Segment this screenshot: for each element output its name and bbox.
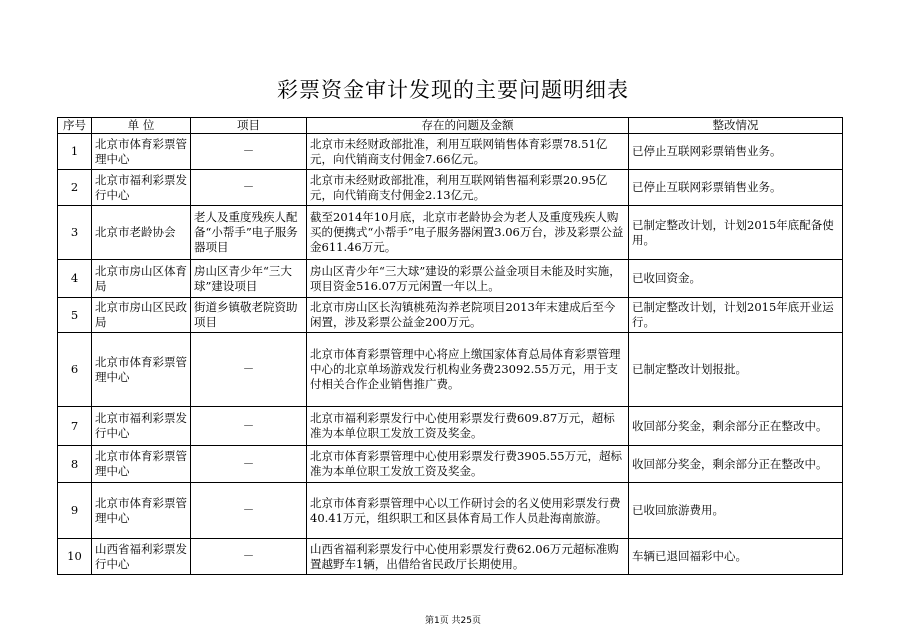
row-unit: 北京市房山区体育局 — [92, 260, 191, 298]
row-unit: 北京市福利彩票发行中心 — [92, 407, 191, 446]
table-row — [58, 446, 843, 483]
table-row — [58, 483, 843, 539]
row-no: 3 — [58, 206, 92, 260]
row-rectification: 收回部分奖金，剩余部分正在整改中。 — [629, 407, 843, 446]
row-problem: 北京市体育彩票管理中心将应上缴国家体育总局体育彩票管理中心的北京单场游戏发行机构业务费23092.55万元，用于支付相关合作企业销售推广费。 — [307, 333, 629, 407]
col-header-rectification: 整改情况 — [629, 118, 843, 134]
row-project: 老人及重度残疾人配备“小帮手”电子服务器项目 — [191, 206, 307, 260]
row-rectification: 收回部分奖金，剩余部分正在整改中。 — [629, 446, 843, 483]
row-project: － — [191, 407, 307, 446]
table-row — [58, 539, 843, 575]
row-project: － — [191, 446, 307, 483]
row-project: － — [191, 483, 307, 539]
row-rectification: 车辆已退回福彩中心。 — [629, 539, 843, 575]
row-unit: 山西省福利彩票发行中心 — [92, 539, 191, 575]
table-row — [58, 206, 843, 260]
row-no: 4 — [58, 260, 92, 298]
table-row — [58, 333, 843, 407]
row-no: 7 — [58, 407, 92, 446]
row-unit: 北京市体育彩票管理中心 — [92, 446, 191, 483]
page-title: 彩票资金审计发现的主要问题明细表 — [277, 78, 629, 102]
row-problem: 北京市福利彩票发行中心使用彩票发行费609.87万元，超标准为本单位职工发放工资及奖金。 — [307, 407, 629, 446]
row-project: － — [191, 134, 307, 170]
row-problem: 北京市体育彩票管理中心使用彩票发行费3905.55万元，超标准为本单位职工发放工资及奖金。 — [307, 446, 629, 483]
row-problem: 北京市未经财政部批准，利用互联网销售体育彩票78.51亿元，向代销商支付佣金7.66亿元。 — [307, 134, 629, 170]
row-no: 5 — [58, 298, 92, 333]
row-rectification: 已制定整改计划，计划2015年底开业运行。 — [629, 298, 843, 333]
row-no: 1 — [58, 134, 92, 170]
table-header-row — [58, 118, 843, 134]
row-unit: 北京市体育彩票管理中心 — [92, 483, 191, 539]
row-no: 9 — [58, 483, 92, 539]
row-rectification: 已停止互联网彩票销售业务。 — [629, 170, 843, 206]
row-problem: 北京市未经财政部批准，利用互联网销售福利彩票20.95亿元，向代销商支付佣金2.13亿元。 — [307, 170, 629, 206]
table-row — [58, 260, 843, 298]
row-unit: 北京市房山区民政局 — [92, 298, 191, 333]
row-rectification: 已收回旅游费用。 — [629, 483, 843, 539]
row-unit: 北京市福利彩票发行中心 — [92, 170, 191, 206]
col-header-problem: 存在的问题及金额 — [307, 118, 629, 134]
row-no: 8 — [58, 446, 92, 483]
row-no: 6 — [58, 333, 92, 407]
row-unit: 北京市体育彩票管理中心 — [92, 333, 191, 407]
row-unit: 北京市体育彩票管理中心 — [92, 134, 191, 170]
table-row — [58, 298, 843, 333]
col-header-unit: 单 位 — [92, 118, 191, 134]
row-problem: 房山区青少年“三大球”建设的彩票公益金项目未能及时实施，项目资金516.07万元闲置一年以上。 — [307, 260, 629, 298]
row-rectification: 已停止互联网彩票销售业务。 — [629, 134, 843, 170]
row-project: 街道乡镇敬老院资助项目 — [191, 298, 307, 333]
col-header-project: 项目 — [191, 118, 307, 134]
table-row — [58, 170, 843, 206]
row-problem: 北京市房山区长沟镇桃苑沟养老院项目2013年末建成后至今闲置，涉及彩票公益金200万元。 — [307, 298, 629, 333]
row-rectification: 已收回资金。 — [629, 260, 843, 298]
row-rectification: 已制定整改计划报批。 — [629, 333, 843, 407]
table-row — [58, 134, 843, 170]
row-project: － — [191, 539, 307, 575]
row-project: 房山区青少年“三大球”建设项目 — [191, 260, 307, 298]
page-footer: 第1页 共25页 — [424, 616, 482, 626]
audit-table — [57, 117, 843, 575]
row-project: － — [191, 333, 307, 407]
row-problem: 山西省福利彩票发行中心使用彩票发行费62.06万元超标准购置越野车1辆，出借给省民政厅长期使用。 — [307, 539, 629, 575]
row-project: － — [191, 170, 307, 206]
row-problem: 北京市体育彩票管理中心以工作研讨会的名义使用彩票发行费40.41万元，组织职工和区县体育局工作人员赴海南旅游。 — [307, 483, 629, 539]
row-no: 2 — [58, 170, 92, 206]
row-unit: 北京市老龄协会 — [92, 206, 191, 260]
row-no: 10 — [58, 539, 92, 575]
row-rectification: 已制定整改计划，计划2015年底配备使用。 — [629, 206, 843, 260]
col-header-no: 序号 — [58, 118, 92, 134]
row-problem: 截至2014年10月底，北京市老龄协会为老人及重度残疾人购买的便携式“小帮手”电子服务器闲置3.06万台，涉及彩票公益金611.46万元。 — [307, 206, 629, 260]
table-row — [58, 407, 843, 446]
